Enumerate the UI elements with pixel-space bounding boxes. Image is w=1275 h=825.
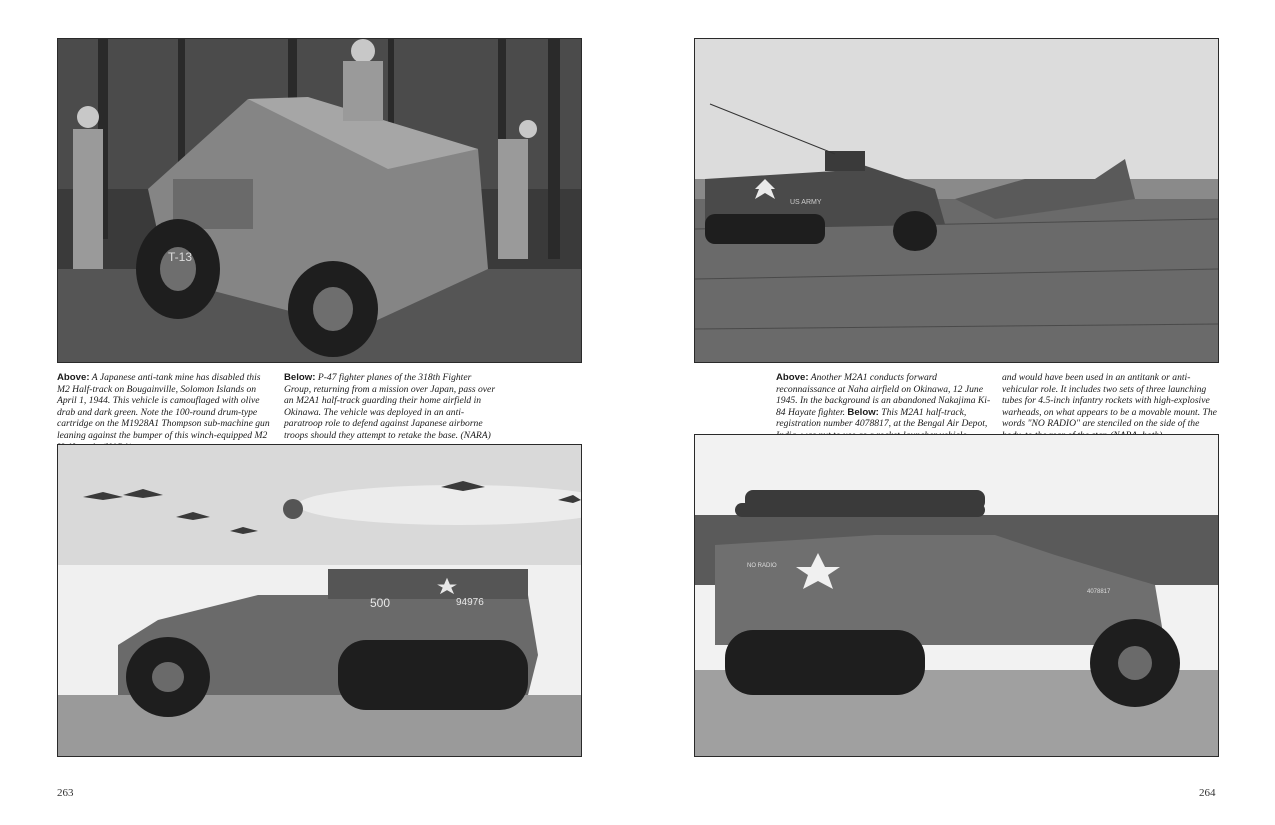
vehicle-marking: T-13 [168, 250, 193, 264]
caption-text: P-47 fighter planes of the 318th Fighter Group, returning from a mission over Japan, pass over an M2A1 half-track guarding their home airfield in Okinawa. The vehicle was deployed in an anti-paratroop role to defend against Japanese airborne troops should they attempt to retake the base. (NARA) [284, 372, 496, 441]
photo-halftrack-rocket-launcher [694, 434, 1219, 757]
vehicle-marking: US ARMY [790, 199, 822, 206]
caption-text-2: This M2A1 half-track, registration number 4078817, at the Bengal Air Depot, [776, 406, 988, 430]
vehicle-marking: NO RADIO [747, 563, 777, 569]
caption-text: Another M2A1 conducts forward reconnaissance at Naha airfield on Okinawa, 12 June 1945. In the background is an abandoned Nakajima Ki-84 Hayate fighter. [776, 372, 991, 418]
caption-right-continued [1002, 372, 1217, 442]
page-number-right: 264 [1199, 787, 1216, 799]
page-number-left: 263 [57, 787, 74, 799]
caption-text: A Japanese anti-tank mine has disabled this M2 Half-track on Bougainville, Solomon Islands on April 1, 1944. This vehicle is camouflaged with olive drab and dark green. Note the 100-round drum-type cartridge on the M1928A1 Thompson sub-machine gun leaning against the bumper of this winch-equipped M2 [57, 372, 270, 441]
caption-lead: Above: [57, 372, 90, 383]
caption-lead: Above: [776, 372, 809, 383]
caption-text: and would have been used in an antitank or anti-vehicular role. It includes two sets of three launching tubes for 4.5-inch infantry rockets with high-explosive warheads, on what appears to be a movable mount. The words "NO RADIO" are stenciled on the side of the [1002, 372, 1217, 430]
caption-left-above [57, 372, 272, 453]
caption-lead: Below: [284, 372, 316, 383]
caption-left-below [284, 372, 499, 442]
vehicle-number: 500 [370, 596, 391, 610]
photo-halftrack-planes [57, 444, 582, 757]
vehicle-registration: 4078817 [1087, 589, 1111, 595]
caption-lead-2: Below: [847, 406, 879, 418]
caption-right-above [776, 372, 991, 442]
vehicle-registration: 94976 [456, 597, 484, 608]
photo-halftrack-jungle [57, 38, 582, 363]
photo-halftrack-airfield [694, 38, 1219, 363]
